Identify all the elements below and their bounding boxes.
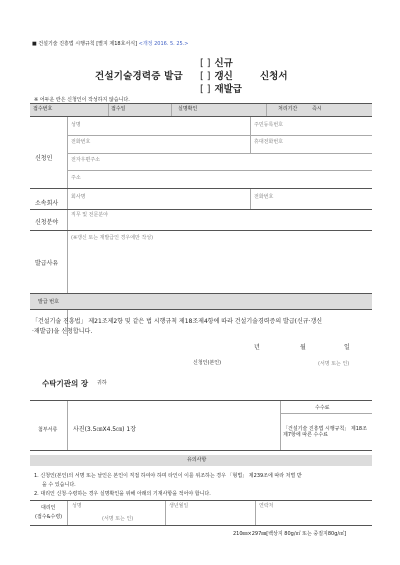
form-title-suffix: 신청서 bbox=[260, 71, 288, 82]
option-renew[interactable]: [ ] 갱신 bbox=[200, 71, 233, 82]
notes-title: 유의사항 bbox=[187, 457, 207, 463]
date-month: 월 bbox=[300, 344, 306, 351]
rule bbox=[30, 188, 372, 189]
confirm-label: 실명확인 bbox=[178, 106, 198, 112]
divider bbox=[250, 189, 251, 209]
rule bbox=[67, 170, 372, 171]
receipt-date-label: 접수일 bbox=[111, 106, 126, 112]
reason-input[interactable]: (※갱신 또는 재발급인 경우에만 작성) bbox=[71, 235, 154, 241]
law-reference bbox=[32, 41, 188, 47]
rule bbox=[30, 209, 372, 210]
divider bbox=[67, 501, 68, 525]
divider bbox=[255, 501, 256, 525]
option-new[interactable]: [ ] 신규 bbox=[200, 58, 233, 69]
form-title: 건설기술경력증 발급 bbox=[95, 71, 183, 82]
agent-phone-field[interactable]: 연락처 bbox=[259, 503, 274, 509]
divider bbox=[67, 401, 68, 450]
field-section-label: 신청분야 bbox=[35, 219, 59, 226]
receipt-no-label: 접수번호 bbox=[33, 106, 53, 112]
instruction-note: ※ 어두운 란은 신청인이 작성하지 않습니다. bbox=[34, 97, 130, 103]
agent-label: 대리인 bbox=[41, 505, 56, 511]
company-section-label: 소속회사 bbox=[35, 200, 59, 207]
rule bbox=[67, 135, 372, 136]
attachments-label: 첨부서류 bbox=[38, 427, 58, 433]
date-day: 일 bbox=[344, 344, 350, 351]
fee-text: 「건설기술 진흥법 시행규칙」 제18조제7항에 따른 수수료 bbox=[283, 426, 367, 438]
address-field[interactable]: 주소 bbox=[71, 175, 81, 181]
rule bbox=[30, 400, 372, 401]
rule bbox=[30, 525, 372, 526]
rule bbox=[30, 500, 372, 501]
reason-section-label: 발급사유 bbox=[35, 260, 59, 267]
field-input[interactable]: 직무 및 전문분야 bbox=[71, 212, 108, 218]
agent-sign-placeholder[interactable]: (서명 또는 인) bbox=[102, 516, 134, 522]
phone-field[interactable]: 전화번호 bbox=[71, 139, 91, 145]
statement-line-1: 「건설기술 진흥법」 제21조제2항 및 같은 법 시행규칙 제18조제4항에 따라 건설기술경력증의 발급(신규·갱신 bbox=[32, 318, 323, 325]
date-year: 년 bbox=[254, 344, 260, 351]
sign-placeholder[interactable]: (서명 또는 인) bbox=[318, 361, 350, 367]
divider bbox=[266, 104, 267, 116]
divider bbox=[171, 104, 172, 116]
applicant-section-label: 신청인 bbox=[35, 155, 53, 162]
divider bbox=[280, 401, 281, 450]
issue-no-bg bbox=[30, 294, 372, 309]
note-item-1b: 을 수 있습니다. bbox=[42, 482, 76, 488]
rule bbox=[67, 153, 372, 154]
rule bbox=[30, 309, 372, 310]
company-name-field[interactable]: 회사명 bbox=[71, 194, 86, 200]
rule bbox=[30, 450, 372, 451]
applicant-sign-label: 신청인(본인) bbox=[193, 360, 222, 366]
agent-name-field[interactable]: 성명 bbox=[72, 503, 82, 509]
rule bbox=[30, 116, 372, 117]
name-field[interactable]: 성명 bbox=[71, 122, 81, 128]
recipient-suffix: 귀하 bbox=[97, 380, 107, 386]
statement-line-2: ·재발급)을 신청합니다. bbox=[32, 328, 93, 335]
fee-label: 수수료 bbox=[315, 405, 330, 411]
rrn-field[interactable]: 주민등록번호 bbox=[254, 122, 283, 128]
note-item-2: 2. 대리인 신청·수령하는 경우 실명확인을 위해 아래의 기재사항을 적어야 합니다. bbox=[34, 491, 211, 497]
company-phone-field[interactable]: 전화번호 bbox=[254, 194, 274, 200]
law-ref-text: ■ 건설기술 진흥법 시행규칙 [별지 제18호서식] bbox=[32, 41, 138, 47]
period-value: 즉시 bbox=[312, 106, 322, 112]
agent-birth-field[interactable]: 생년월일 bbox=[169, 503, 189, 509]
divider bbox=[165, 501, 166, 525]
attachment-photo: 사진(3.5㎝X4.5㎝) 1장 bbox=[73, 426, 136, 433]
issue-no-label: 발급 번호 bbox=[38, 299, 59, 305]
rule bbox=[30, 230, 372, 231]
agent-sub-label: (접수&수령) bbox=[35, 514, 63, 520]
mobile-field[interactable]: 휴대전화번호 bbox=[254, 139, 283, 145]
recipient-label: 수탁기관의 장 bbox=[42, 379, 89, 388]
note-item-1a: 1. 신청인(본인)의 서명 또는 날인은 본인이 직접 하여야 하며 타인이 이를 위조하는 경우 「형법」 제239조에 따라 처벌 받 bbox=[34, 473, 302, 479]
option-reissue[interactable]: [ ] 재발급 bbox=[200, 84, 242, 95]
amend-ref-text: <개정 2016. 5. 25.> bbox=[138, 41, 189, 47]
rule bbox=[280, 413, 372, 414]
email-field[interactable]: 전자우편주소 bbox=[71, 157, 100, 163]
paper-spec-footer: 210㎜×297㎜[백상지 80g/㎡ 또는 중질지80g/㎡] bbox=[233, 531, 347, 537]
divider bbox=[108, 104, 109, 116]
period-label: 처리기간 bbox=[278, 106, 298, 112]
